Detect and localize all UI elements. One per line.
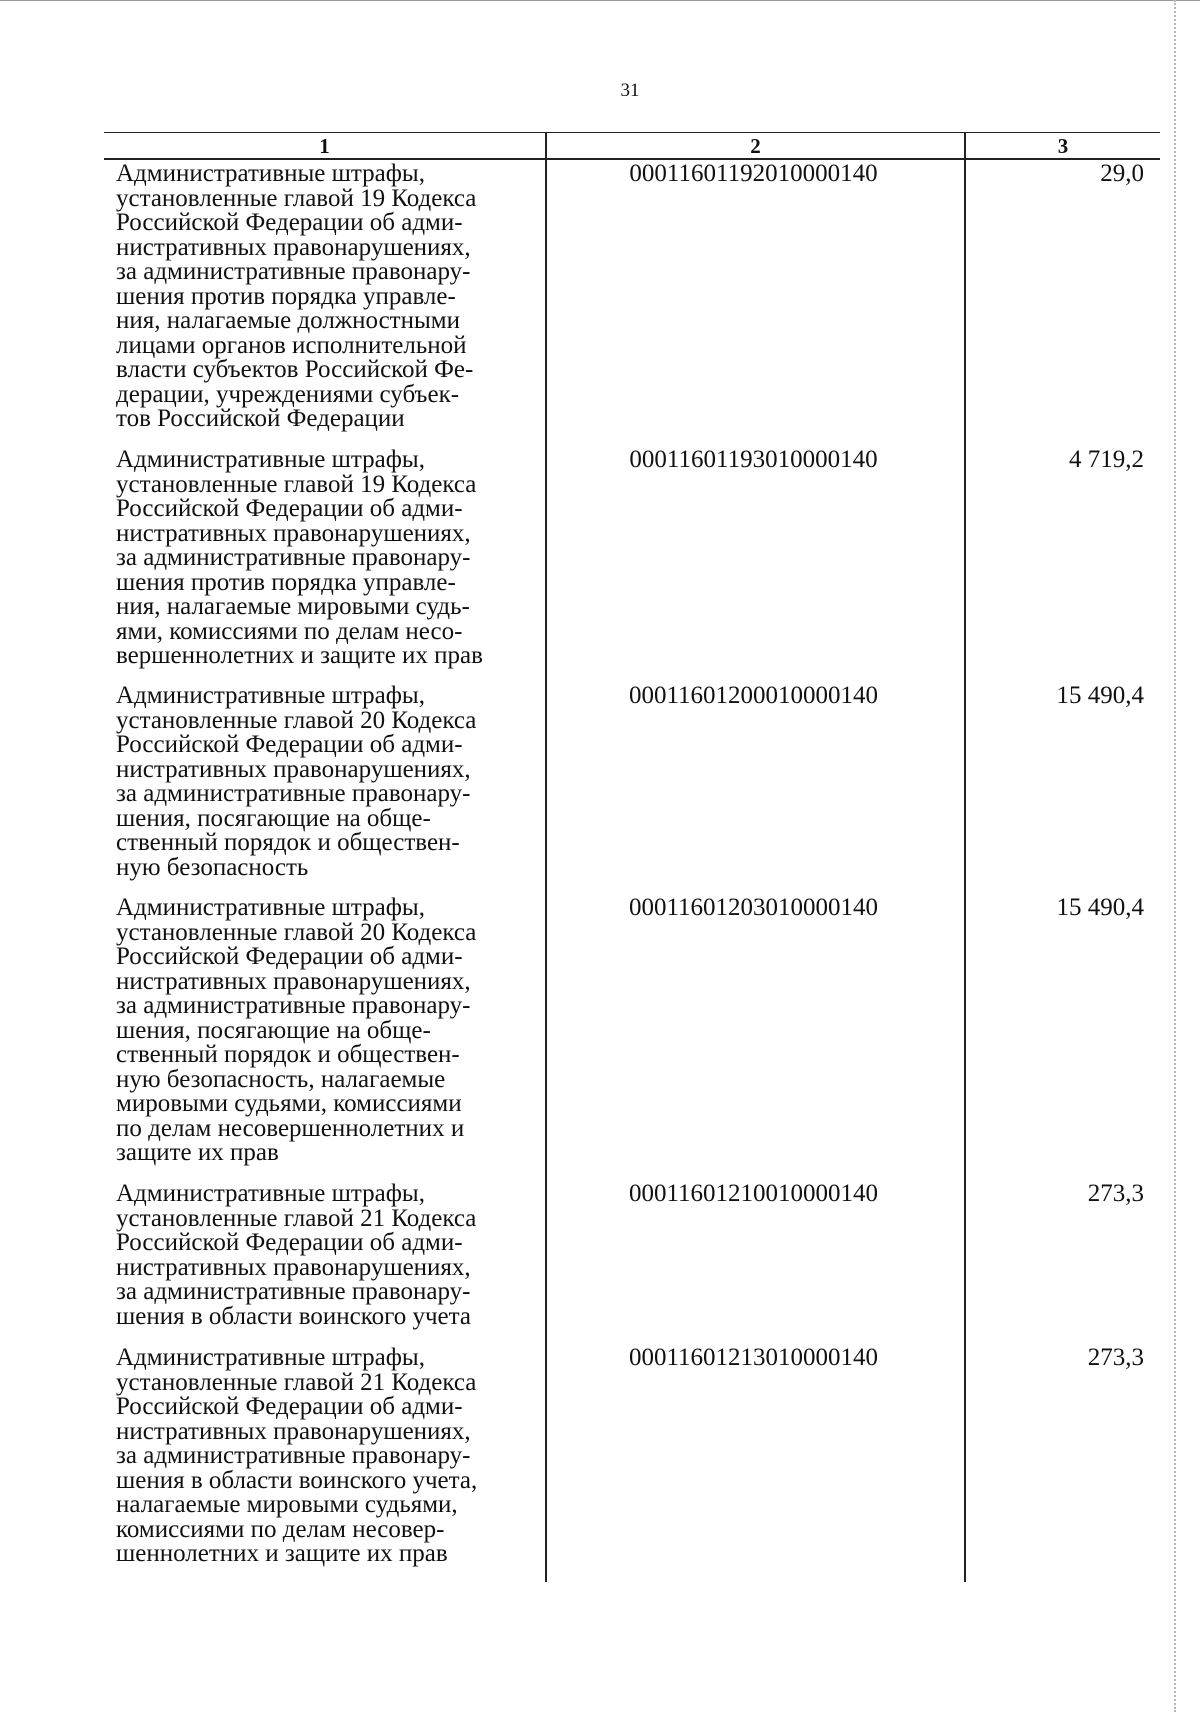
table-body	[104, 162, 1160, 1576]
column-header-1: 1	[319, 134, 330, 158]
row-amount: 273,3	[1087, 1180, 1144, 1207]
scan-top-edge	[0, 0, 1200, 1]
row-description: Административные штрафы, установленные главой 19 Кодекса Российской Федерации об адми- нистративных правонарушениях, за административные правонару- шения против порядка управле- ния, налагаемые мировыми судь- ями, комиссиями по делам несо- вершеннолетних и защите их прав	[116, 446, 483, 669]
table-row	[104, 1346, 1160, 1576]
scan-right-edge	[1174, 0, 1178, 1712]
page-number: 31	[620, 80, 640, 101]
row-code: 00011601203010000140	[628, 894, 879, 921]
column-header-3: 3	[1057, 134, 1069, 158]
row-amount: 29,0	[1100, 160, 1144, 187]
row-description: Административные штрафы, установленные главой 21 Кодекса Российской Федерации об адми- нистративных правонарушениях, за административные правонару- шения в области воинского учета	[116, 1180, 477, 1330]
row-description: Административные штрафы, установленные главой 20 Кодекса Российской Федерации об адми- нистративных правонарушениях, за административные правонару- шения, посягающие на обще- ственный порядок и обществен- ную безопасность	[116, 682, 477, 881]
row-description: Административные штрафы, установленные главой 19 Кодекса Российской Федерации об адми- нистративных правонарушениях, за административные правонару- шения против порядка управле- ния, налагаемые должностными лицами органов исполнительной власти субъектов Российской Фе- дерации, учреждениями субъек- тов Российской Федерации	[116, 160, 477, 432]
table-row	[104, 162, 1160, 448]
row-code: 00011601193010000140	[629, 446, 878, 473]
row-amount: 15 490,4	[1056, 894, 1144, 921]
row-code: 00011601200010000140	[628, 682, 879, 709]
table-top-rule	[104, 132, 1160, 133]
row-amount: 4 719,2	[1069, 446, 1144, 473]
table-row	[104, 448, 1160, 684]
row-amount: 273,3	[1087, 1344, 1144, 1371]
table-row	[104, 896, 1160, 1182]
row-code: 00011601210010000140	[628, 1180, 879, 1207]
budget-table	[104, 132, 1160, 1582]
row-code: 00011601213010000140	[628, 1344, 879, 1371]
column-header-2: 2	[750, 134, 761, 158]
row-description: Административные штрафы, установленные главой 20 Кодекса Российской Федерации об адми- нистративных правонарушениях, за административные правонару- шения, посягающие на обще- ственный порядок и обществен- ную безопасность, налагаемые мировыми судьями, комиссиями по делам несовершеннолетних и защите их прав	[116, 894, 477, 1166]
row-amount: 15 490,4	[1056, 682, 1144, 709]
row-description: Административные штрафы, установленные главой 21 Кодекса Российской Федерации об адми- нистративных правонарушениях, за административные правонару- шения в области воинского учета, налагаемые мировыми судьями, комиссиями по делам несовер- шеннолетних и защите их прав	[116, 1344, 478, 1567]
table-row	[104, 1182, 1160, 1346]
row-code: 00011601192010000140	[629, 160, 878, 187]
table-row	[104, 684, 1160, 896]
